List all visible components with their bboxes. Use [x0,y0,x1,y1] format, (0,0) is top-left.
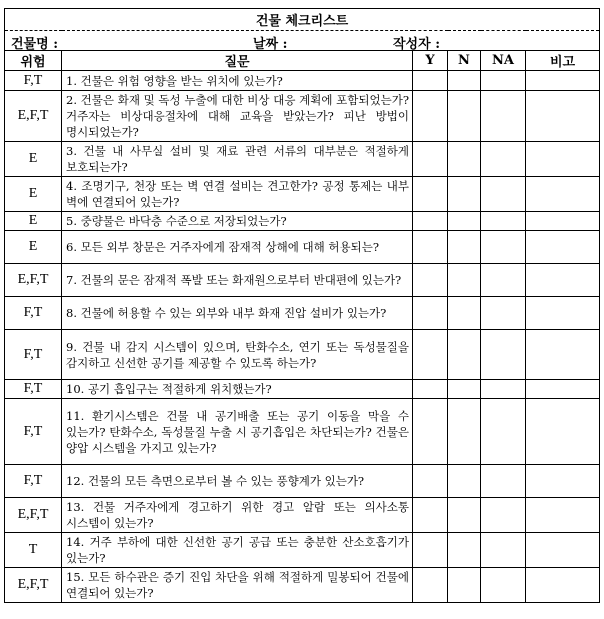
remark-cell[interactable] [526,142,600,177]
question-header: 질문 [62,51,413,71]
no-check-cell[interactable] [448,177,481,212]
remark-cell[interactable] [526,231,600,264]
remark-cell[interactable] [526,177,600,212]
hazard-cell: E [5,212,62,231]
table-row [5,399,600,465]
hazard-cell: F,T [5,297,62,330]
yes-check-cell[interactable] [413,142,448,177]
no-check-cell[interactable] [448,465,481,498]
hazard-cell: E,F,T [5,91,62,142]
yes-check-cell[interactable] [413,465,448,498]
remark-cell[interactable] [526,380,600,399]
table-row [5,533,600,568]
no-check-cell[interactable] [448,231,481,264]
na-check-cell[interactable] [481,297,526,330]
yes-check-cell[interactable] [413,380,448,399]
hazard-cell: F,T [5,399,62,465]
remark-cell[interactable] [526,212,600,231]
no-header: N [448,51,481,71]
yes-check-cell[interactable] [413,177,448,212]
table-row [5,330,600,380]
remark-cell[interactable] [526,330,600,380]
no-check-cell[interactable] [448,399,481,465]
yes-check-cell[interactable] [413,264,448,297]
author-label: 작성자 : [393,37,440,52]
question-cell: 5. 중량물은 바닥층 수준으로 저장되었는가? [62,212,413,231]
remark-cell[interactable] [526,465,600,498]
question-cell: 14. 거주 부하에 대한 신선한 공기 공급 또는 충분한 산소호흡기가 있는가? [62,533,413,568]
no-check-cell[interactable] [448,568,481,603]
no-check-cell[interactable] [448,264,481,297]
checklist-title: 건물 체크리스트 [5,9,600,31]
question-cell: 9. 건물 내 감지 시스템이 있으며, 탄화수소, 연기 또는 독성물질을 감지하고 신선한 공기를 제공할 수 있도록 하는가? [62,330,413,380]
question-cell: 6. 모든 외부 창문은 거주자에게 잠재적 상해에 대해 허용되는? [62,231,413,264]
question-cell: 13. 건물 거주자에게 경고하기 위한 경고 알람 또는 의사소통 시스템이 있는가? [62,498,413,533]
no-check-cell[interactable] [448,498,481,533]
hazard-cell: E,F,T [5,264,62,297]
table-row [5,264,600,297]
remark-cell[interactable] [526,297,600,330]
remark-cell[interactable] [526,71,600,91]
table-row [5,231,600,264]
hazard-cell: F,T [5,465,62,498]
yes-header: Y [413,51,448,71]
remark-cell[interactable] [526,91,600,142]
building-name-label: 건물명 : [11,37,58,52]
question-cell: 11. 환기시스템은 건물 내 공기배출 또는 공기 이동을 막을 수 있는가? 탄화수소, 독성물질 누출 시 공기흡입은 차단되는가? 건물은 양압 시스템을 가지고 있는가? [62,399,413,465]
na-check-cell[interactable] [481,533,526,568]
table-row [5,568,600,603]
yes-check-cell[interactable] [413,297,448,330]
question-cell: 4. 조명기구, 천장 또는 벽 연결 설비는 견고한가? 공정 통제는 내부 벽에 연결되어 있는가? [62,177,413,212]
na-check-cell[interactable] [481,330,526,380]
hazard-cell: E [5,177,62,212]
table-row [5,465,600,498]
no-check-cell[interactable] [448,142,481,177]
yes-check-cell[interactable] [413,399,448,465]
meta-row [5,31,600,51]
no-check-cell[interactable] [448,533,481,568]
table-row [5,380,600,399]
hazard-cell: E [5,142,62,177]
header-row [5,51,600,71]
checklist-rows [5,71,600,603]
yes-check-cell[interactable] [413,498,448,533]
na-check-cell[interactable] [481,568,526,603]
remark-cell[interactable] [526,498,600,533]
yes-check-cell[interactable] [413,231,448,264]
hazard-header: 위험 [5,51,62,71]
question-cell: 12. 건물의 모든 측면으로부터 볼 수 있는 풍향계가 있는가? [62,465,413,498]
na-check-cell[interactable] [481,498,526,533]
question-cell: 10. 공기 흡입구는 적절하게 위치했는가? [62,380,413,399]
hazard-cell: E [5,231,62,264]
hazard-cell: F,T [5,380,62,399]
question-cell: 3. 건물 내 사무실 설비 및 재료 관련 서류의 대부분은 적절하게 보호되는가? [62,142,413,177]
question-cell: 1. 건물은 위험 영향을 받는 위치에 있는가? [62,71,413,91]
na-check-cell[interactable] [481,264,526,297]
question-cell: 15. 모든 하수관은 증기 진입 차단을 위해 적절하게 밀봉되어 건물에 연결되어 있는가? [62,568,413,603]
yes-check-cell[interactable] [413,568,448,603]
table-row [5,71,600,91]
yes-check-cell[interactable] [413,91,448,142]
remark-cell[interactable] [526,264,600,297]
na-check-cell[interactable] [481,71,526,91]
yes-check-cell[interactable] [413,533,448,568]
hazard-cell: F,T [5,330,62,380]
na-check-cell[interactable] [481,142,526,177]
remark-header: 비고 [526,51,600,71]
question-cell: 2. 건물은 화재 및 독성 누출에 대한 비상 대응 계획에 포함되었는가? 거주자는 비상대응절차에 대해 교육을 받았는가? 피난 방법이 명시되었는가? [62,91,413,142]
table-row [5,91,600,142]
question-cell: 8. 건물에 허용할 수 있는 외부와 내부 화재 진압 설비가 있는가? [62,297,413,330]
date-label: 날짜 : [253,37,288,52]
no-check-cell[interactable] [448,297,481,330]
table-row [5,498,600,533]
remark-cell[interactable] [526,568,600,603]
na-check-cell[interactable] [481,380,526,399]
hazard-cell: T [5,533,62,568]
no-check-cell[interactable] [448,71,481,91]
hazard-cell: E,F,T [5,568,62,603]
yes-check-cell[interactable] [413,330,448,380]
na-check-cell[interactable] [481,399,526,465]
no-check-cell[interactable] [448,380,481,399]
remark-cell[interactable] [526,399,600,465]
na-check-cell[interactable] [481,231,526,264]
na-check-cell[interactable] [481,212,526,231]
yes-check-cell[interactable] [413,212,448,231]
na-check-cell[interactable] [481,465,526,498]
no-check-cell[interactable] [448,212,481,231]
remark-cell[interactable] [526,533,600,568]
hazard-cell: F,T [5,71,62,91]
no-check-cell[interactable] [448,330,481,380]
table-row [5,142,600,177]
yes-check-cell[interactable] [413,71,448,91]
hazard-cell: E,F,T [5,498,62,533]
table-row [5,177,600,212]
building-checklist-table [4,8,600,603]
question-cell: 7. 건물의 문은 잠재적 폭발 또는 화재원으로부터 반대편에 있는가? [62,264,413,297]
na-header: NA [481,51,526,71]
no-check-cell[interactable] [448,91,481,142]
table-row [5,297,600,330]
na-check-cell[interactable] [481,91,526,142]
table-row [5,212,600,231]
na-check-cell[interactable] [481,177,526,212]
